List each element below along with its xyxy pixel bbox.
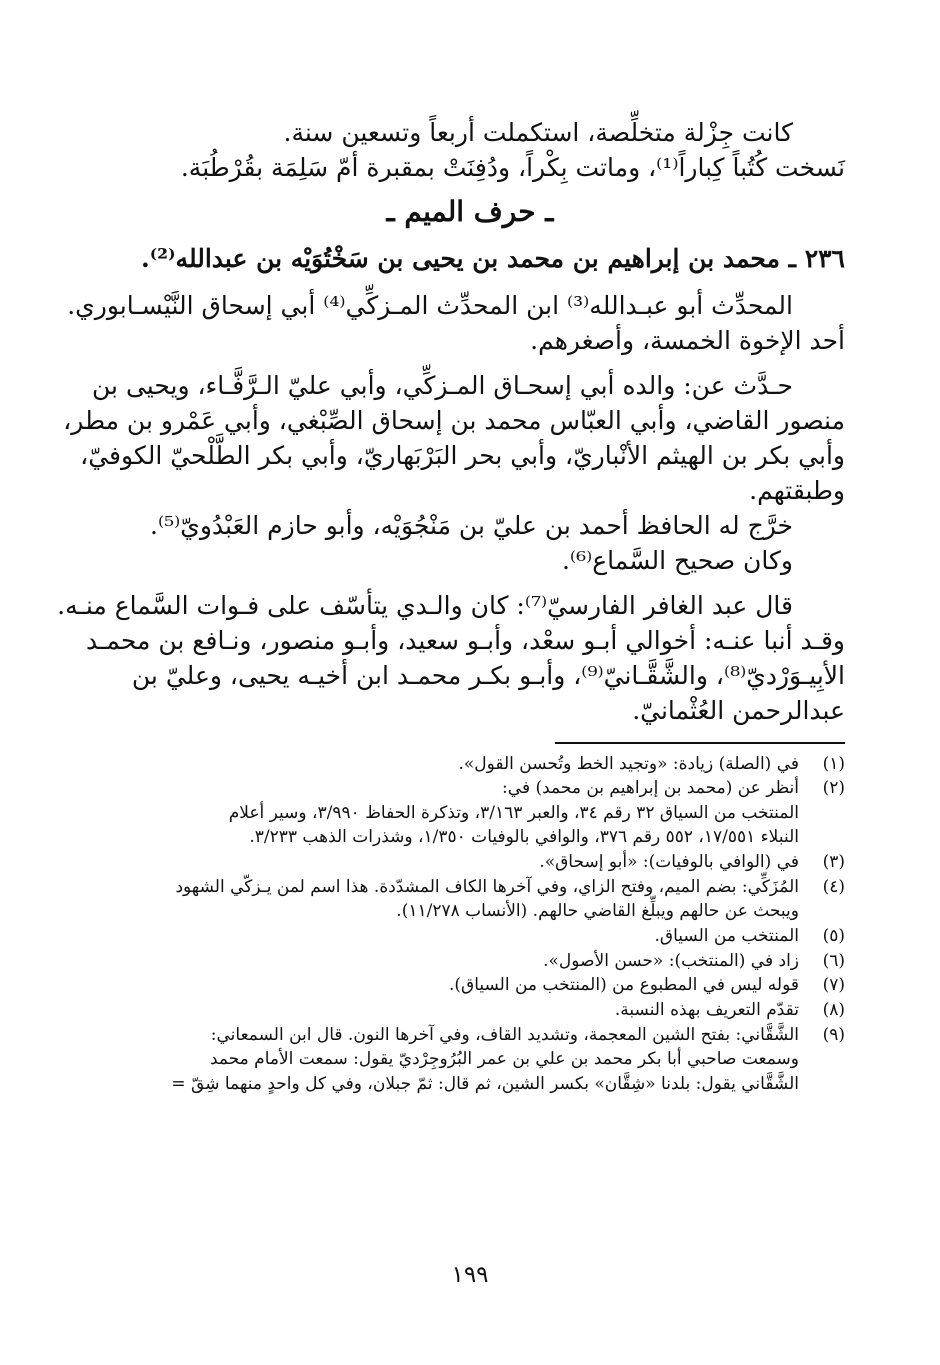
page-number: ١٩٩ [451, 1262, 489, 1288]
entry-title: ٢٣٦ ـ محمد بن إبراهيم بن محمد بن يحيى بن سَخْتُوَيْه بن عبدالله⁽²⁾. [141, 244, 845, 273]
footnote [95, 776, 845, 850]
footnote-number: (٣) [822, 852, 845, 873]
text-line: الأبِيـوَرْديّ⁽⁸⁾، والشَّقَّـانيّ⁽⁹⁾، وأبـو بكـر محمـد ابن أخيـه يحيى، وعليّ بن [131, 660, 845, 690]
footnote-text: ويبحث عن حالهم ويبلِّغ القاضي حالهم. (الأنساب ١١/٢٧٨). [396, 901, 799, 922]
footnote-text: تقدّم التعريف بهذه النسبة. [614, 999, 799, 1020]
footnote [95, 973, 845, 998]
footnote-text: زاد في (المنتخب): «حسن الأصول». [543, 950, 799, 971]
footnote [95, 1023, 845, 1097]
footnote-text: أنظر عن (محمد بن إبراهيم بن محمد) في: [502, 778, 799, 799]
text-line: كانت جِزْلة متخلِّصة، استكملت أربعاً وتسعين سنة. [283, 118, 793, 147]
footnote-number: (٦) [822, 950, 845, 971]
section-heading: ـ حرف الميم ـ [386, 195, 554, 228]
text-line: حـدَّث عن: والده أبي إسحـاق المـزكِّي، وأبي عليّ الـرَّفَّـاء، ويحيى بن [92, 370, 793, 400]
text-line: وقـد أنبا عنـه: أخوالي أبـو سعْد، وأبـو سعيد، وأبـو منصور، ونـافع بن محمـد [85, 625, 845, 655]
narrated-from-paragraph [63, 368, 845, 508]
footnote-text: الشَّقَّاني: بفتح الشين المعجمة، وتشديد القاف، وفي آخرها النون. قال ابن السمعاني: [210, 1024, 799, 1045]
footnote-number: (٤) [822, 876, 845, 897]
footnote [95, 875, 845, 924]
footnote [95, 924, 845, 949]
footnote-text: الشَّقَّاني يقول: بلدنا «شِقَّان» بكسر الشين، ثم قال: ثمّ جبلان، وفي كل واحدٍ منهما شِقّ = [171, 1073, 799, 1094]
footnote [95, 949, 845, 974]
text-line: منصور القاضي، وأبي العبّاس محمد بن إسحاق الصِّبْغي، وأبي عَمْرو بن مطر، [63, 405, 845, 435]
text-line: عبدالرحمن العُثْمانيّ. [632, 695, 845, 725]
text-line: وكان صحيح السَّماع⁽⁶⁾. [561, 545, 793, 575]
quote-paragraph [57, 588, 845, 728]
footnote-number: (٧) [822, 975, 845, 996]
text-line: خرَّج له الحافظ أحمد بن عليّ بن مَنْجُوَيْه، وأبو حازم العَبْدُويّ⁽⁵⁾. [150, 510, 793, 540]
text-line: وطبقتهم. [749, 475, 845, 505]
footnote-number: (٩) [822, 1024, 845, 1045]
text-line: قال عبد الغافر الفارسيّ⁽⁷⁾: كان والـدي يتأسّف على فـوات السَّماع منـه. [57, 590, 793, 620]
footnote-number: (٥) [822, 925, 845, 946]
footnote-text: في (الصلة) زيادة: «وتجيد الخط وتُحسن القول». [458, 753, 799, 774]
previous-entry-ending [95, 115, 845, 185]
entry-intro [67, 288, 845, 358]
footnote-text: النبلاء ١٧/٥٥١، ٥٥٢ رقم ٣٧٦، والوافي بالوفيات ١/٣٥٠، وشذرات الذهب ٣/٢٣٣. [249, 827, 799, 848]
footnote [95, 850, 845, 875]
footnotes [95, 752, 845, 1097]
text-line: نَسخت كُتُباً كِباراً⁽¹⁾، وماتت بِكْراً، ودُفِنَتْ بمقبرة أمّ سَلِمَة بقُرْطُبَة. [180, 153, 845, 182]
text-line: أحد الإخوة الخمسة، وأصغرهم. [530, 325, 845, 355]
footnote-number: (٨) [822, 999, 845, 1020]
extract-paragraph [95, 508, 845, 578]
footnote-text: في (الوافي بالوفيات): «أبو إسحاق». [539, 852, 799, 873]
footnote [95, 752, 845, 777]
footnote-separator [555, 742, 845, 744]
book-page [57, 115, 845, 1096]
footnote-text: قوله ليس في المطبوع من (المنتخب من السياق). [448, 975, 799, 996]
text-line: وأبي بكر بن الهيثم الأنْباريّ، وأبي بحر البَرْبَهاريّ، وأبي بكر الطَّلْحيّ الكوفيّ، [80, 440, 845, 470]
text-line: المحدِّث أبو عبـدالله⁽³⁾ ابن المحدِّث المـزكِّي⁽⁴⁾ أبي إسحاق النَّيْسـابوري. [67, 290, 793, 320]
footnote-number: (٢) [822, 778, 845, 799]
footnote-text: المُزَكِّي: بضم الميم، وفتح الزاي، وفي آخرها الكاف المشدّدة. هذا اسم لمن يـزكّي الشهود [175, 876, 799, 897]
footnote-number: (١) [822, 753, 845, 774]
footnote-text: المنتخب من السياق. [654, 925, 799, 946]
footnote-text: وسمعت صاحبي أبا بكر محمد بن علي بن عمر البُرُوجِرْديّ يقول: سمعت الأمام محمد [209, 1049, 799, 1070]
footnote [95, 998, 845, 1023]
footnote-text: المنتخب من السياق ٣٢ رقم ٣٤، والعبر ٣/١٦٣، وتذكرة الحفاظ ٣/٩٩٠، وسير أعلام [228, 802, 799, 823]
